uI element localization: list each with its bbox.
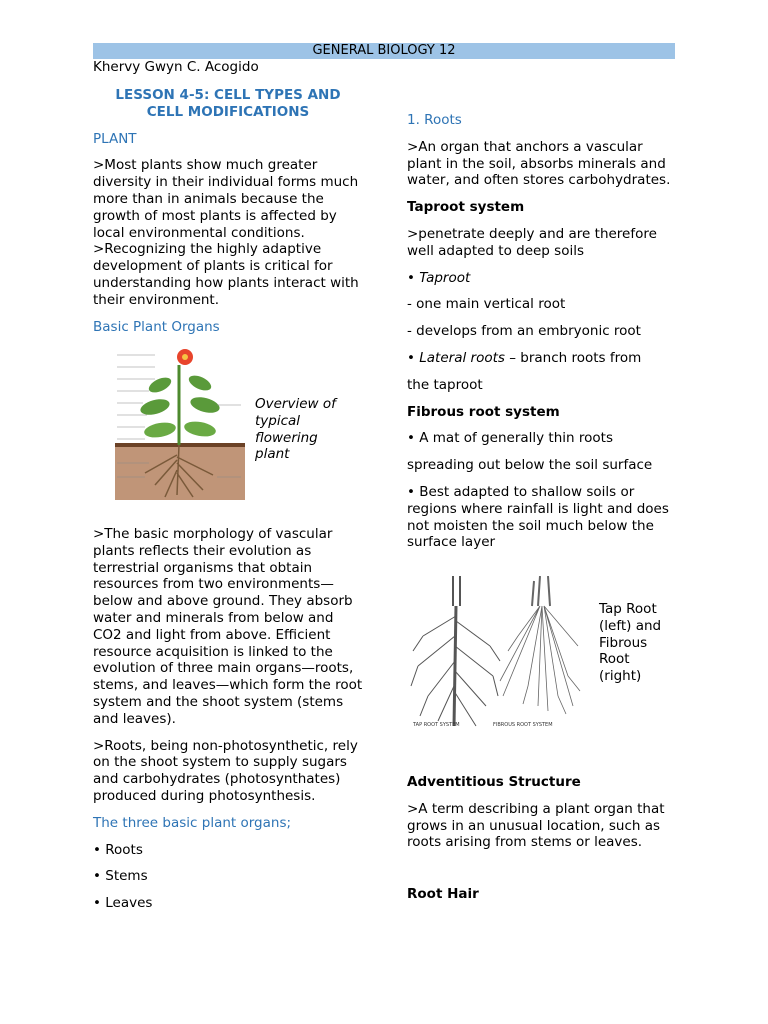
organs-heading: Basic Plant Organs [93,318,220,335]
lateral-roots-bullet [407,350,677,367]
fibrous-figure-label: FIBROUS ROOT SYSTEM [493,722,553,728]
root-figure-caption: Tap Root (left) and Fibrous Root (right) [599,601,662,685]
adventitious-heading: Adventitious Structure [407,774,581,790]
fibrous-bullet-1: • A mat of generally thin roots [407,430,613,447]
taproot-figure-label: TAP ROOT SYSTEM [413,722,460,728]
course-header: GENERAL BIOLOGY 12 [93,43,675,59]
morphology-paragraph: >The basic morphology of vascular plants reflects their evolution as terrestrial organisms that obtain resources from two environments—below and above ground. They absorb water and minerals from below and CO2 and light from above. Efficient resource acquisition is linked to the evolution of three main organs—roots, stems, and leaves—which form the root system and the shoot system (stems and leaves). [93,526,363,727]
taproot-line-2: - develops from an embryonic root [407,323,641,340]
roots-heading: 1. Roots [407,112,462,128]
organ-list-item-roots: • Roots [93,841,143,858]
fibrous-system-heading: Fibrous root system [407,403,560,420]
lesson-title: LESSON 4-5: CELL TYPES AND CELL MODIFICATIONS [115,87,341,120]
three-organs-heading: The three basic plant organs; [93,814,292,831]
flowering-plant-figure [115,345,245,500]
adventitious-description: >A term describing a plant organ that grows in an unusual location, such as roots arising from stems or leaves. [407,800,665,851]
lateral-roots-continuation: the taproot [407,376,483,393]
left-column [93,87,363,335]
taproot-system-heading: Taproot system [407,199,525,216]
taproot-line-1: - one main vertical root [407,296,566,313]
right-column [407,112,677,551]
lateral-bullet-mark: • [407,349,420,366]
lateral-roots-term: Lateral roots [419,349,505,366]
organ-list-item-stems: • Stems [93,868,148,885]
taproot-term: • Taproot [407,269,471,286]
intro-paragraph-2: >Recognizing the highly adaptive development of plants is critical for understanding how plants interact with their environment. [93,241,359,308]
right-column-lower [407,774,677,903]
plant-figure-caption: Overview of typical flowering plant [255,396,336,463]
taproot-description: >penetrate deeply and are therefore well adapted to deep soils [407,225,657,259]
fibrous-bullet-2: • Best adapted to shallow soils or regions where rainfall is light and does not moisten the soil much below the surface layer [407,483,669,551]
roots-definition: >An organ that anchors a vascular plant in the soil, absorbs minerals and water, and often stores carbohydrates. [407,138,671,189]
intro-paragraph-1: >Most plants show much greater diversity in their individual forms much more than in animals because the growth of most plants is affected by local environmental conditions. [93,157,359,241]
author-name: Khervy Gwyn C. Acogido [93,59,259,75]
organ-list-item-leaves: • Leaves [93,895,153,912]
fibrous-bullet-1-continuation: spreading out below the soil surface [407,457,653,474]
roots-photosynthates-paragraph: >Roots, being non-photosynthetic, rely on the shoot system to supply sugars and carbohydrates (photosynthates) produced during photosynthesis. [93,737,358,804]
taproot-bullet [407,270,677,287]
plant-heading: PLANT [93,130,137,147]
root-hair-heading: Root Hair [407,886,479,903]
lateral-roots-text: – branch roots from [504,349,642,366]
left-column-lower [93,526,363,912]
root-systems-figure [408,576,588,738]
